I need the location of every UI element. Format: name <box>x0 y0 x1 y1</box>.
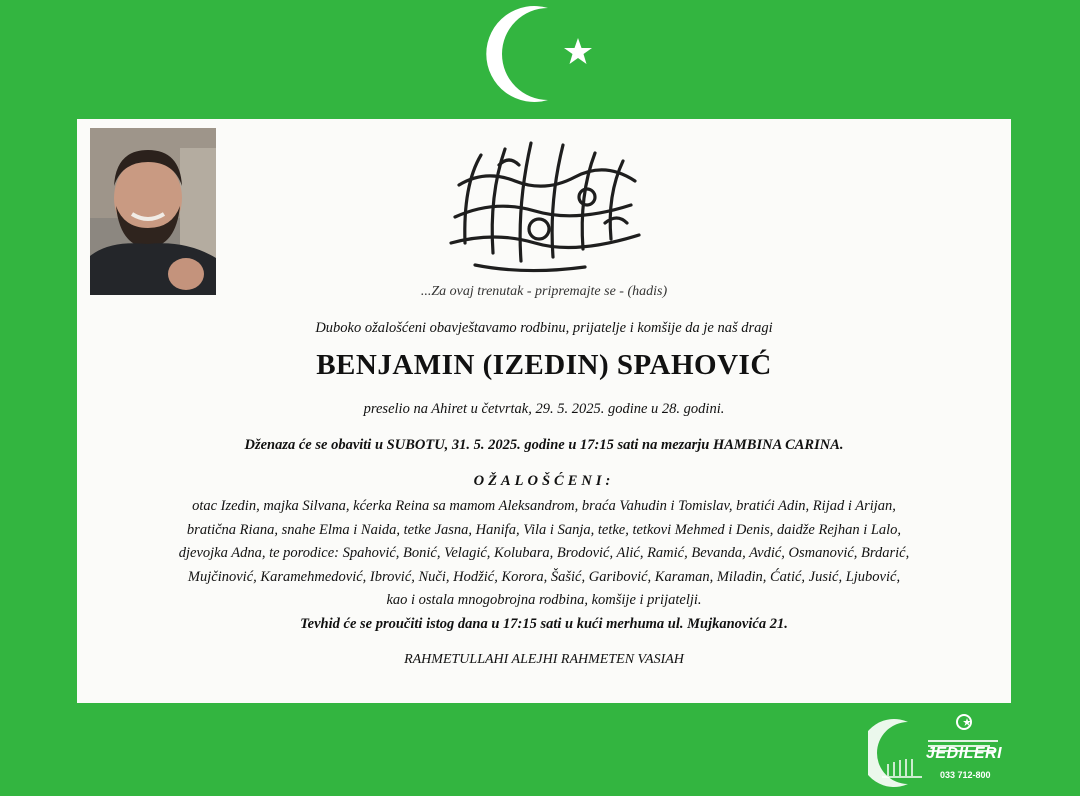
mourners-line: bratična Riana, snahe Elma i Naida, tetke Jasna, Hanifa, Vila i Sanja, tetke, tetkovi Mehmed i Denis, daidže Rejhan i Lalo, <box>186 521 902 538</box>
announcement-intro: Duboko ožalošćeni obavještavamo rodbinu, prijatelje i komšije da je naš dragi <box>315 320 773 336</box>
arabic-calligraphy <box>435 125 655 283</box>
logo-name: JEDILERI <box>926 745 1003 762</box>
mourners-line: otac Izedin, majka Silvana, kćerka Reina sa mamom Aleksandrom, braća Vahudin i Tomislav, bratići Adin, Rijad i Arijan, <box>192 498 896 514</box>
deceased-photo <box>90 128 216 295</box>
date-of-passing: preselio na Ahiret u četvrtak, 29. 5. 2025. godine u 28. godini. <box>363 401 725 417</box>
deceased-name: BENJAMIN (IZEDIN) SPAHOVIĆ <box>316 349 772 381</box>
funeral-details: Dženaza će se obaviti u SUBOTU, 31. 5. 2025. godine u 17:15 sati na mezarju HAMBINA CARINA. <box>244 437 844 453</box>
tevhid-details: Tevhid će se proučiti istog dana u 17:15 sati u kući merhuma ul. Mujkanovića 21. <box>300 616 788 632</box>
mourners-heading: OŽALOŠĆENI: <box>473 473 615 489</box>
obituary-notice <box>77 119 1011 703</box>
hadis-quote: ...Za ovaj trenutak - pripremajte se - (hadis) <box>420 284 668 299</box>
mourners-line: Mujčinović, Karamehmedović, Ibrović, Nuči, Hodžić, Korora, Šašić, Garibović, Karaman, Miladin, Ćatić, Jusić, Ljubović, <box>187 568 901 585</box>
mourners-list <box>95 495 993 613</box>
logo-phone: 033 712-800 <box>940 770 991 780</box>
closing-prayer: RAHMETULLAHI ALEJHI RAHMETEN VASIAH <box>404 652 684 667</box>
mourners-line: djevojka Adna, te porodice: Spahović, Bonić, Velagić, Kolubara, Brodović, Alić, Ramić, Bevanda, Avdić, Osmanović, Brdarić, <box>178 545 910 561</box>
crescent-star-icon <box>486 2 598 106</box>
mourners-line: kao i ostala mnogobrojna rodbina, komšije i prijatelji. <box>386 592 702 608</box>
